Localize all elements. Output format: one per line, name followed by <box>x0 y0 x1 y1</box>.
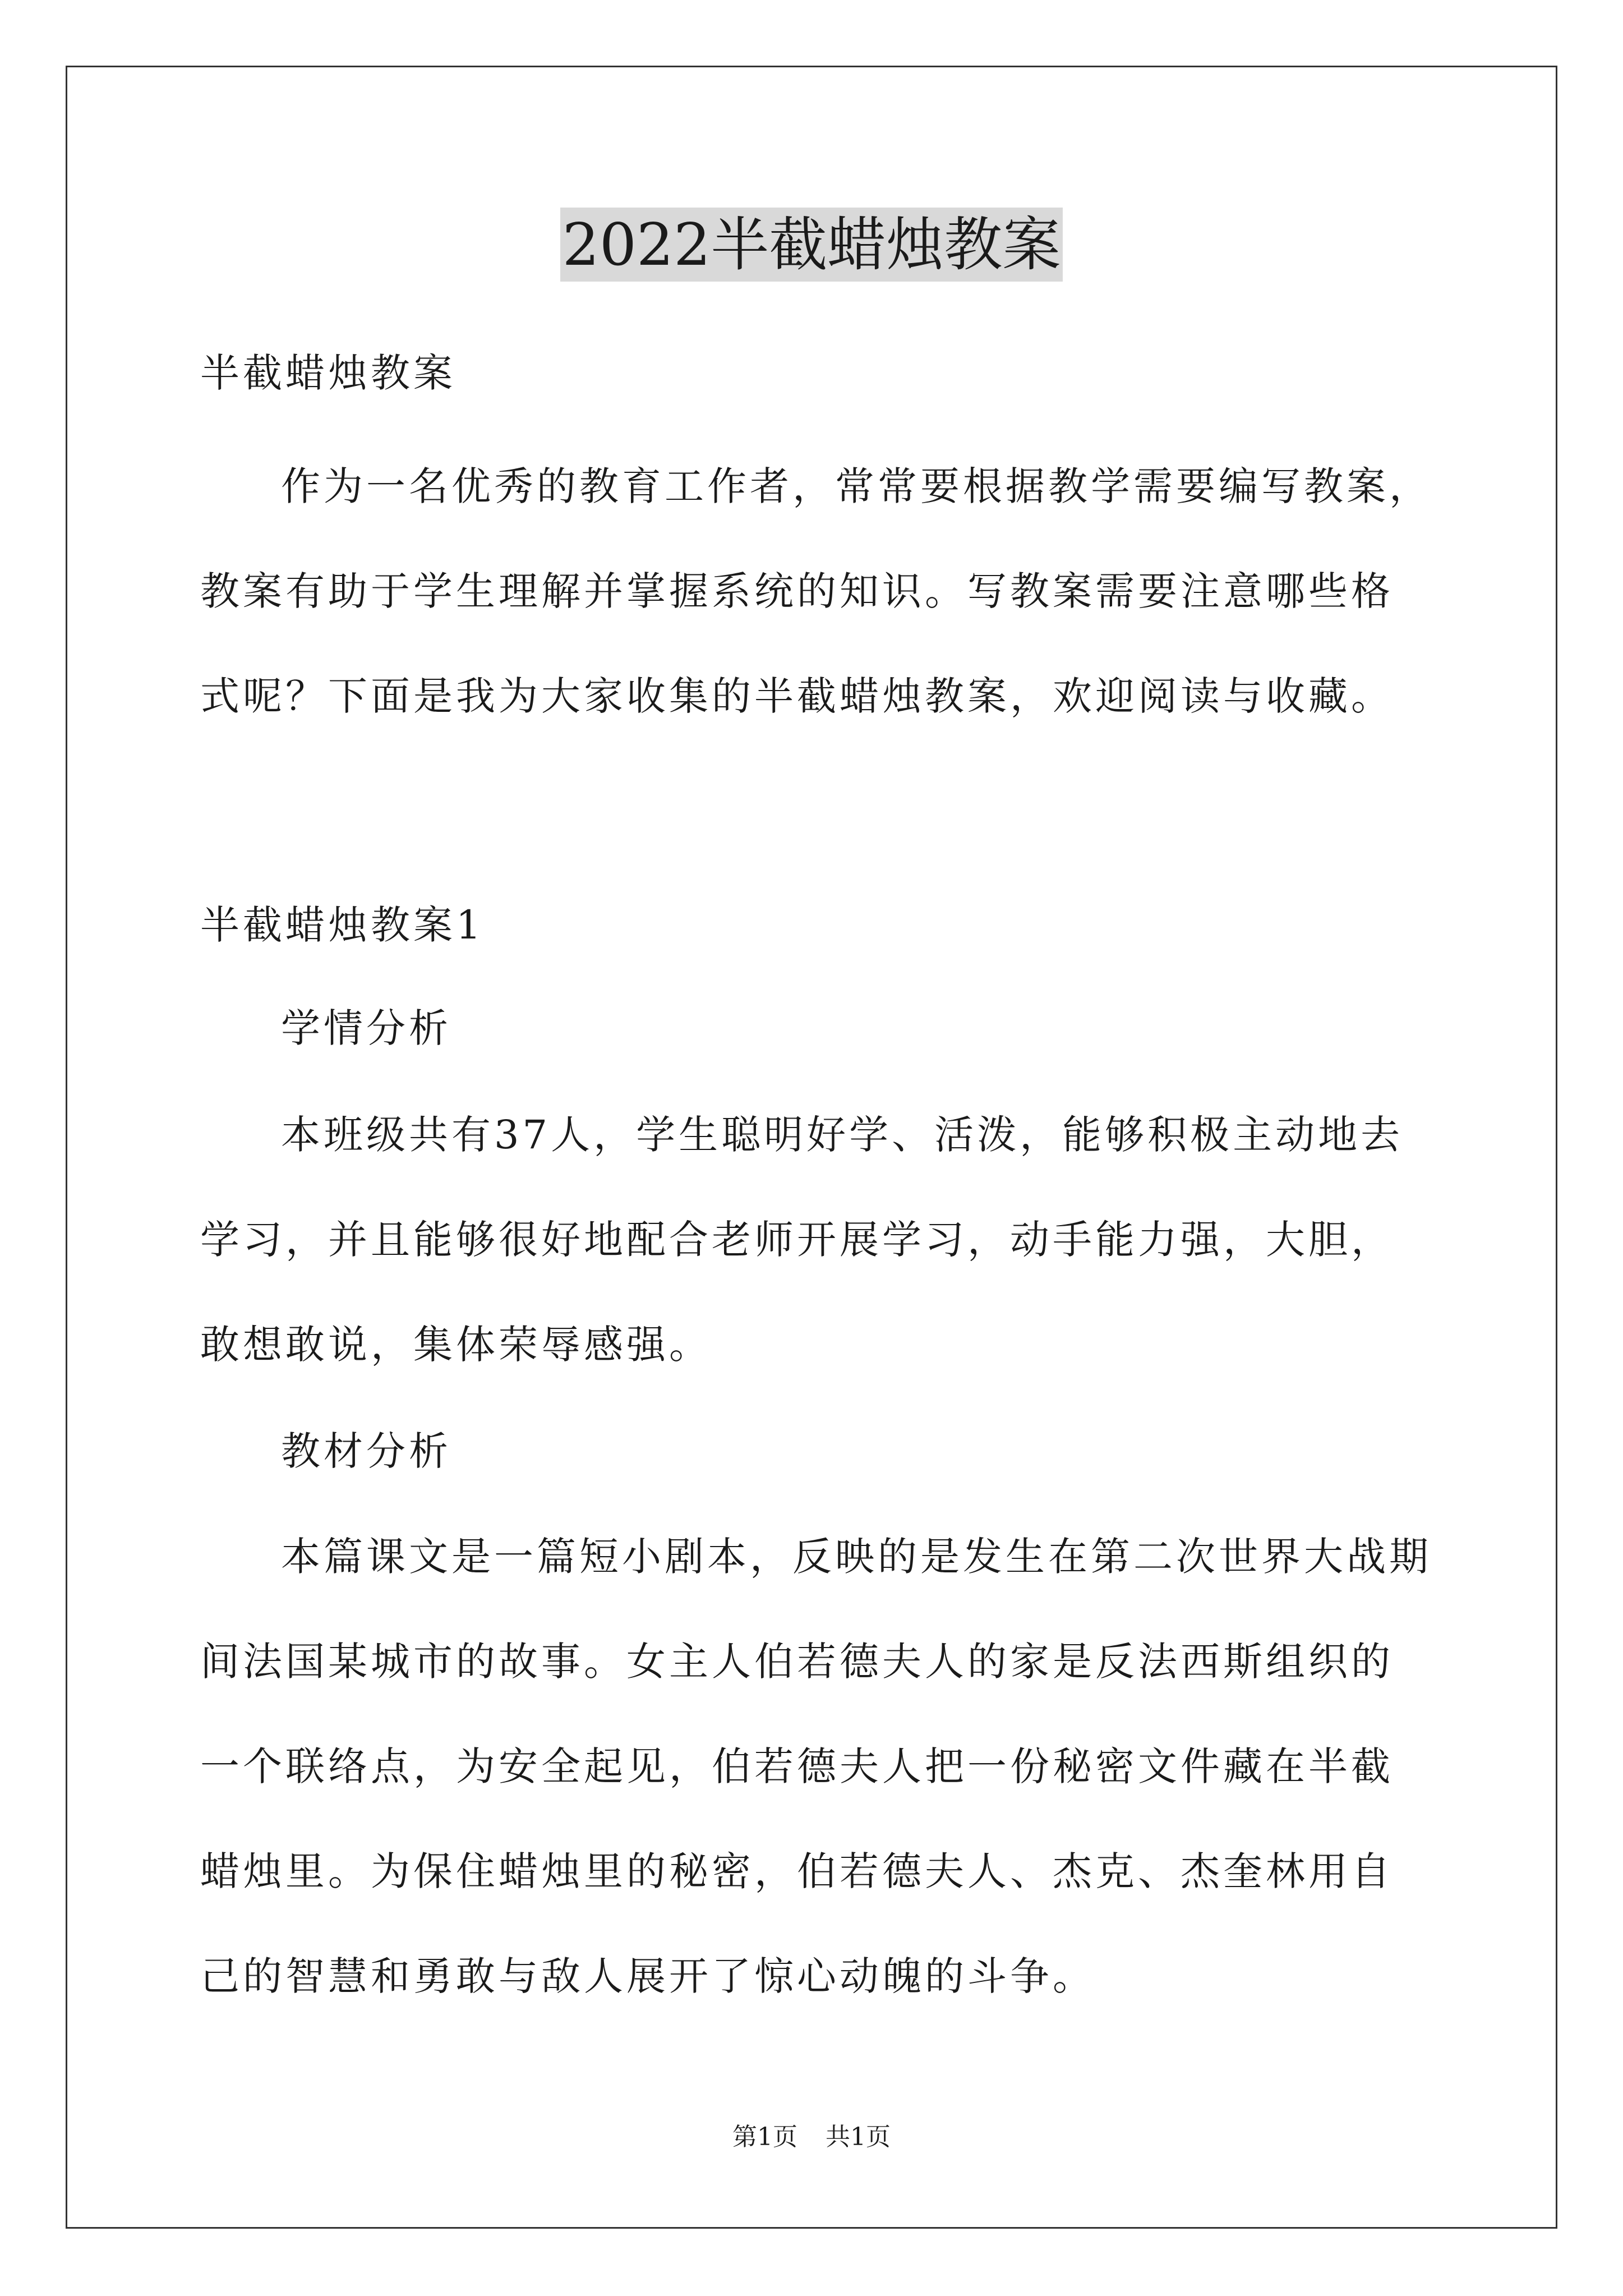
subheading-learning-analysis: 学情分析 <box>281 1005 451 1051</box>
learning-analysis-paragraph: 本班级共有37人，学生聪明好学、活泼，能够积极主动地去学习，并且能够很好地配合老师开展学习，动手能力强，大胆，敢想敢说，集体荣辱感强。 <box>200 1112 1404 1368</box>
intro-paragraph: 作为一名优秀的教育工作者，常常要根据教学需要编写教案，教案有助于学生理解并掌握系统的知识。写教案需要注意哪些格式呢？下面是我为大家收集的半截蜡烛教案，欢迎阅读与收藏。 <box>200 463 1432 719</box>
subheading-material-analysis: 教材分析 <box>281 1428 451 1474</box>
page-number: 第1页 <box>732 2123 797 2151</box>
material-analysis-paragraph: 本篇课文是一篇短小剧本，反映的是发生在第二次世界大战期间法国某城市的故事。女主人伯若德夫人的家是反法西斯组织的一个联络点，为安全起见，伯若德夫人把一份秘密文件藏在半截蜡烛里。为保住蜡烛里的秘密，伯若德夫人、杰克、杰奎林用自己的智慧和勇敢与敌人展开了惊心动魄的斗争。 <box>200 1534 1432 1999</box>
page-total: 共1页 <box>826 2123 891 2151</box>
page-footer <box>0 2122 1623 2153</box>
main-heading: 半截蜡烛教案 <box>200 350 456 396</box>
title-container <box>0 208 1623 282</box>
document-title: 2022半截蜡烛教案 <box>560 208 1063 282</box>
section-heading: 半截蜡烛教案1 <box>200 902 485 948</box>
